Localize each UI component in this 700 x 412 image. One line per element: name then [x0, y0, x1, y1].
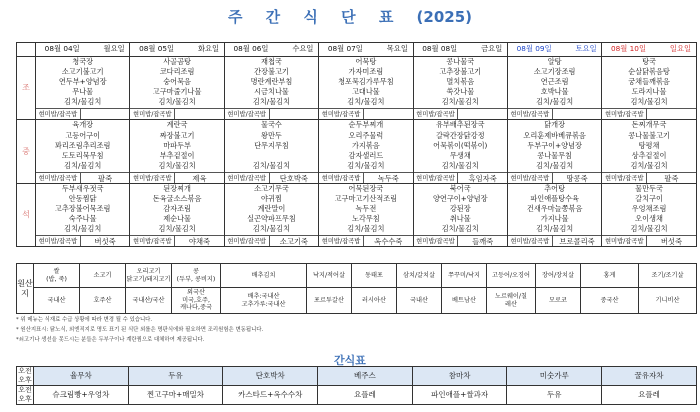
side-dessert: 제육	[192, 173, 207, 183]
snack-value-row	[17, 386, 697, 405]
rice-option: 현미밥/잡곡밥	[130, 109, 175, 119]
dish: 연두부+양념장	[58, 77, 107, 87]
day-header	[319, 43, 413, 57]
dish: 노각무침	[351, 214, 380, 224]
rice-option: 현미밥/잡곡밥	[36, 109, 81, 119]
meal-row	[17, 183, 697, 246]
cell-footer	[130, 108, 223, 119]
cell-footer	[130, 172, 223, 183]
snack-value: 슈크림빵+우엉차	[34, 386, 129, 405]
dish: 소고기무국	[254, 183, 289, 193]
side-dessert: 들깨죽	[472, 237, 494, 247]
origin-item-name: 고등어/오징어	[487, 264, 536, 288]
rice-option: 현미밥/잡곡밥	[508, 173, 553, 183]
day-header	[130, 43, 224, 57]
rice-option: 현미밥/잡곡밥	[602, 236, 647, 246]
dish: 도라지나물	[631, 87, 667, 97]
dish: 야귀찜	[261, 194, 282, 204]
rice-option: 현미밥/잡곡밥	[414, 236, 459, 246]
cell-footer	[414, 235, 507, 246]
dish: 단무지무침	[254, 140, 289, 150]
dish	[225, 151, 318, 161]
cell-footer	[36, 235, 129, 246]
side-dessert	[270, 109, 319, 119]
menu-cell	[319, 183, 413, 246]
note-line: * 위 메뉴는 식재료 수급 상황에 따라 변경 될 수 있습니다.	[16, 317, 153, 323]
rice-option: 현미밥/잡곡밥	[130, 236, 175, 246]
menu-cell	[224, 120, 318, 183]
origin-item-value: 외국산 미국,호주, 캐나다,중국	[172, 288, 221, 314]
day-weekday: 월요일	[103, 44, 125, 54]
side-dessert: 흑임자죽	[468, 173, 497, 183]
dish: 코다리조림	[159, 67, 195, 77]
side-dessert: 브로콜리죽	[559, 237, 595, 247]
origin-item-value: 배추:국내산 고추가루:국내산	[221, 288, 307, 314]
dish: 김치/물김치	[252, 160, 291, 170]
origin-label: 원산지	[17, 264, 34, 314]
dish: 두부구이+양념장	[527, 140, 582, 150]
dish: 어묵된장국	[348, 183, 384, 193]
cell-footer	[225, 235, 318, 246]
cell-footer	[319, 172, 412, 183]
cell-footer	[414, 108, 507, 119]
cell-footer	[130, 235, 223, 246]
snack-header: 두유	[128, 367, 223, 386]
rice-option: 현미밥/잡곡밥	[130, 173, 175, 183]
dish: 청포묵김가루무침	[338, 77, 394, 87]
snack-row-label: 오전 오후	[18, 367, 32, 384]
day-date: 08월 08일	[422, 44, 458, 54]
origin-item-name: 홍게	[581, 264, 639, 288]
snack-header: 베주스	[318, 367, 413, 386]
weekly-menu-table	[16, 42, 697, 247]
dish: 갈락간장닭강정	[435, 130, 485, 140]
side-dessert: 버섯죽	[94, 237, 116, 247]
snack-header: 율무차	[34, 367, 129, 386]
menu-cell	[413, 57, 507, 120]
rice-option: 현미밥/잡곡밥	[319, 236, 364, 246]
dish: 호박나물	[540, 87, 569, 97]
dish: 김치/물김치	[158, 224, 196, 234]
dish: 꽈리조림추리조림	[54, 140, 111, 150]
note-line: *쇠고기나 생선을 못드시는 분들은 두부구이나 계란찜으로 대체하여 제공됩니다.	[16, 337, 205, 343]
dish: 고구마고기산적조림	[334, 194, 398, 204]
dish: 계란말이	[257, 204, 286, 214]
dish: 상추겉절이	[631, 150, 667, 160]
dish: 콩나물불고기	[628, 130, 670, 140]
origin-item-value: 러시아산	[352, 288, 397, 314]
corner-cell	[17, 43, 36, 57]
title-text: 주 간 식 단 표	[227, 8, 403, 26]
menu-cell	[507, 57, 601, 120]
origin-value-row	[17, 288, 697, 314]
dish: 가지볶음	[351, 140, 380, 150]
rice-option: 현미밥/잡곡밥	[414, 173, 459, 183]
side-dessert: 단호박죽	[279, 173, 308, 183]
dish: 실곤약파프무침	[247, 214, 296, 224]
snack-value: 파인애플+쌀과자	[412, 386, 507, 405]
dish: 소고기장조림	[533, 67, 576, 77]
dish: 물만두국	[635, 183, 663, 193]
menu-cell	[224, 57, 318, 120]
dish: 콩나물국	[446, 57, 475, 66]
side-dessert	[458, 109, 507, 119]
origin-item-name: 삼치/갈치살	[397, 264, 442, 288]
day-date: 08월 05일	[139, 44, 175, 54]
dish: 돈찌개무국	[631, 120, 667, 130]
dish: 콩나물무침	[537, 150, 572, 160]
cell-footer	[225, 108, 318, 119]
dish: 북어국	[449, 183, 471, 193]
day-weekday: 금요일	[481, 44, 503, 54]
rice-option: 현미밥/잡곡밥	[225, 109, 270, 119]
snack-value: 두유	[507, 386, 602, 405]
snack-table	[16, 366, 697, 405]
snack-header: 단호박차	[223, 367, 318, 386]
rice-option: 현미밥/잡곡밥	[508, 236, 553, 246]
dish: 감자샐러드	[348, 150, 384, 160]
dish: 오리훈제바베큐볶음	[523, 130, 586, 140]
origin-item-value: 노르웨이/칠 레산	[487, 288, 536, 314]
snack-row-label: 오전 오후	[18, 386, 32, 403]
dish: 청국장	[72, 57, 94, 66]
snack-header: 참마차	[412, 367, 507, 386]
side-dessert: 땅콩죽	[566, 173, 588, 183]
title-year: (2025)	[416, 8, 473, 26]
dish: 고구마줄기나물	[152, 87, 202, 97]
dish: 제순나물	[163, 214, 191, 224]
dish: 왕만두	[261, 130, 282, 140]
dish: 강된장	[449, 204, 471, 214]
dish: 부추겉절이	[159, 150, 195, 160]
menu-cell	[130, 183, 224, 246]
side-dessert	[175, 109, 224, 119]
dish: 김치/물김치	[64, 160, 102, 170]
menu-cell	[507, 120, 601, 183]
dish: 가자미조림	[348, 67, 384, 77]
dish: 김치/물김치	[630, 224, 668, 234]
day-weekday: 목요일	[386, 44, 408, 54]
day-date: 08월 09일	[516, 44, 552, 54]
dish: 김치/물김치	[630, 160, 668, 170]
side-dessert	[364, 109, 413, 119]
dish: 짜장불고기	[159, 130, 195, 140]
cell-footer	[508, 172, 601, 183]
snack-value: 요플레	[318, 386, 413, 405]
menu-cell	[413, 120, 507, 183]
dish: 돈육굴소스볶음	[152, 194, 202, 204]
day-date: 08월 04일	[44, 44, 80, 54]
cell-footer	[508, 108, 601, 119]
menu-cell	[413, 183, 507, 246]
origin-item-name: 장어/장치살	[536, 264, 581, 288]
dish: 안동찜닭	[68, 194, 97, 204]
snack-header: 꿀유자차	[602, 367, 697, 386]
dish: 오리주물럭	[348, 130, 384, 140]
dish: 김치/물김치	[347, 160, 385, 170]
meal-label: 조	[17, 57, 36, 120]
dish: 물국수	[261, 120, 282, 130]
dish: 양연구이+양념장	[432, 194, 488, 204]
origin-item-value: 베트남산	[442, 288, 487, 314]
cell-footer	[36, 108, 129, 119]
dish: 김치/물김치	[441, 97, 479, 107]
origin-table	[16, 263, 697, 314]
dish: 김치/물김치	[252, 97, 291, 107]
cell-footer	[319, 108, 412, 119]
dish: 육개장	[72, 120, 94, 130]
menu-cell	[602, 57, 696, 120]
dish: 우엉채조림	[631, 204, 667, 214]
snack-header: 미숫가루	[507, 367, 602, 386]
note-line: * 원산지표시: 닭노식, 외엔직지로 명도 표기 된 식단 외를은 명판식에와 필요하면 조리원험은 변동됩니다.	[16, 327, 264, 333]
menu-cell	[36, 183, 130, 246]
dish: 된장찌개	[163, 183, 191, 193]
origin-item-value: 호주산	[80, 288, 126, 314]
origin-item-name: 배추김치	[221, 264, 307, 288]
rice-option: 현미밥/잡곡밥	[602, 173, 647, 183]
dish: 고추장불고기	[439, 67, 482, 77]
dish: 사골곰탕	[163, 57, 191, 66]
origin-item-name: 조기/조기살	[639, 264, 697, 288]
dish: 김치/물김치	[64, 97, 102, 107]
dish: 김치/물김치	[536, 97, 574, 107]
dish: 순두부찌개	[348, 120, 384, 130]
dish: 궁채들깨볶음	[628, 77, 670, 87]
cell-footer	[602, 172, 695, 183]
rice-option: 현미밥/잡곡밥	[225, 173, 270, 183]
dish: 소고기불고기	[61, 67, 104, 77]
dish: 김치/물김치	[347, 224, 385, 234]
dish: 마파두부	[163, 140, 191, 150]
rice-option: 현미밥/잡곡밥	[36, 173, 81, 183]
snack-value: 찐고구마+매밀차	[128, 386, 223, 405]
side-dessert: 녹두죽	[377, 173, 399, 183]
side-dessert: 야채죽	[188, 237, 211, 247]
dish: 어묵탕	[355, 57, 377, 66]
menu-cell	[319, 120, 413, 183]
dish: 고추장불어묵조림	[54, 204, 111, 214]
dish: 갈치구이	[635, 194, 663, 204]
dish: 무나물	[72, 87, 94, 97]
menu-cell	[130, 120, 224, 183]
rice-option: 현미밥/잡곡밥	[225, 236, 270, 246]
dish: 간장불고기	[254, 67, 289, 77]
origin-item-name: 소고기	[80, 264, 126, 288]
cell-footer	[602, 108, 695, 119]
dish: 파인애플탕수육	[530, 194, 579, 204]
dish: 멸치볶음	[446, 77, 475, 87]
side-dessert: 팔죽	[664, 173, 679, 183]
origin-item-value: 국내산/국산	[126, 288, 172, 314]
dish: 계란국	[166, 120, 188, 130]
side-dessert: 옥수수죽	[374, 237, 403, 247]
side-dessert: 버섯죽	[660, 237, 683, 247]
day-header	[413, 43, 507, 57]
day-header	[224, 43, 318, 57]
dish: 오이생채	[635, 214, 663, 224]
meal-row	[17, 57, 697, 120]
origin-item-name: 쭈꾸미/낙지	[442, 264, 487, 288]
dish: 어묵볶이(떡볶이)	[433, 140, 488, 150]
dish: 숙주나물	[68, 214, 97, 224]
dish: 유부배추된장국	[435, 120, 485, 130]
origin-name-row	[17, 264, 697, 288]
dish: 취나물	[449, 214, 471, 224]
rice-option: 현미밥/잡곡밥	[319, 109, 364, 119]
dish: 김치/물김치	[347, 97, 385, 107]
day-header	[507, 43, 601, 57]
snack-value: 카스타드+옥수수차	[223, 386, 318, 405]
day-weekday: 토요일	[575, 44, 597, 54]
menu-cell	[224, 183, 318, 246]
cell-footer	[36, 172, 129, 183]
side-dessert: 팔죽	[98, 173, 113, 183]
dish: 탕평채	[638, 140, 660, 150]
cell-footer	[319, 235, 412, 246]
day-date: 08월 07일	[327, 44, 363, 54]
dish: 고대나물	[351, 87, 380, 97]
origin-item-name: 동태포	[352, 264, 397, 288]
meal-label: 중	[17, 120, 36, 183]
rice-option: 현미밥/잡곡밥	[602, 109, 647, 119]
dish: 가지나물	[540, 214, 569, 224]
day-weekday: 화요일	[197, 44, 220, 54]
dish: 김치/물김치	[441, 160, 479, 170]
dish: 닭개장	[544, 120, 566, 130]
snack-value: 요플레	[602, 386, 697, 405]
dish: 김치/물김치	[630, 97, 668, 107]
menu-cell	[130, 57, 224, 120]
menu-cell	[36, 57, 130, 120]
origin-item-value: 중국산	[581, 288, 639, 314]
meal-row	[17, 120, 697, 183]
dish: 김치/물김치	[252, 224, 291, 234]
day-date: 08월 06일	[233, 44, 269, 54]
dish: 녹두전	[355, 204, 377, 214]
dish: 김치/물김치	[536, 224, 574, 234]
dish: 시금치나물	[254, 87, 289, 97]
dish: 김치/물김치	[64, 224, 102, 234]
page-title	[0, 6, 700, 27]
cell-footer	[225, 172, 318, 183]
dish: 무생채	[449, 150, 471, 160]
menu-cell	[36, 120, 130, 183]
menu-cell	[602, 183, 696, 246]
dish: 명란계란부침	[250, 77, 293, 87]
origin-item-value: 모로코	[536, 288, 581, 314]
dish: 감자조림	[163, 204, 191, 214]
snack-header-row	[17, 367, 697, 386]
menu-cell	[602, 120, 696, 183]
origin-item-value: 국내산	[34, 288, 80, 314]
rice-option: 현미밥/잡곡밥	[508, 109, 553, 119]
day-header	[36, 43, 130, 57]
cell-footer	[602, 235, 695, 246]
dish: 알탕	[547, 57, 562, 66]
meal-label: 석	[17, 183, 36, 246]
dish: 쑥갓나물	[446, 87, 475, 97]
origin-item-name: 낙지/적어살	[307, 264, 352, 288]
rice-option: 현미밥/잡곡밥	[36, 236, 81, 246]
menu-cell	[319, 57, 413, 120]
dish: 숭어묵음	[163, 77, 191, 87]
dish: 김치/물김치	[158, 97, 196, 107]
dish: 탕국	[642, 57, 656, 66]
dish: 재첩국	[261, 57, 282, 66]
dish: 건새우마늘쫑볶음	[526, 204, 583, 214]
dish: 김치/물김치	[441, 224, 479, 234]
side-dessert	[647, 109, 696, 119]
origin-item-name: 콩 (두부, 콩비지)	[172, 264, 221, 288]
side-dessert	[81, 109, 130, 119]
snack-title: 간식표	[334, 354, 366, 367]
rice-option: 현미밥/잡곡밥	[414, 109, 459, 119]
dish: 두부새우젓국	[61, 183, 104, 193]
rice-option: 현미밥/잡곡밥	[319, 173, 364, 183]
origin-item-value: 기니비산	[639, 288, 697, 314]
origin-item-value: 국내산	[397, 288, 442, 314]
origin-item-name: 오리고기 닭고기/돼지고기	[126, 264, 172, 288]
day-weekday: 일요일	[669, 44, 692, 54]
dish: 김치/물김치	[536, 160, 574, 170]
dish: 추어탕	[544, 183, 566, 193]
day-header	[602, 43, 696, 57]
menu-header-row	[17, 43, 697, 57]
origin-item-value: 포르투갈산	[307, 288, 352, 314]
dish: 김치/물김치	[158, 160, 196, 170]
dish: 연근조림	[540, 77, 569, 87]
origin-item-name: 쌀 (밥, 죽)	[34, 264, 80, 288]
dish: 순살닭볶음탕	[628, 67, 670, 77]
notes	[16, 315, 263, 345]
cell-footer	[508, 235, 601, 246]
cell-footer	[414, 172, 507, 183]
side-dessert: 소고기죽	[279, 237, 308, 247]
menu-cell	[507, 183, 601, 246]
dish: 고등어구이	[65, 130, 101, 140]
day-weekday: 수요일	[292, 44, 314, 54]
day-date: 08월 10일	[611, 44, 647, 54]
dish: 도토리묵무침	[61, 150, 104, 160]
side-dessert	[553, 109, 602, 119]
